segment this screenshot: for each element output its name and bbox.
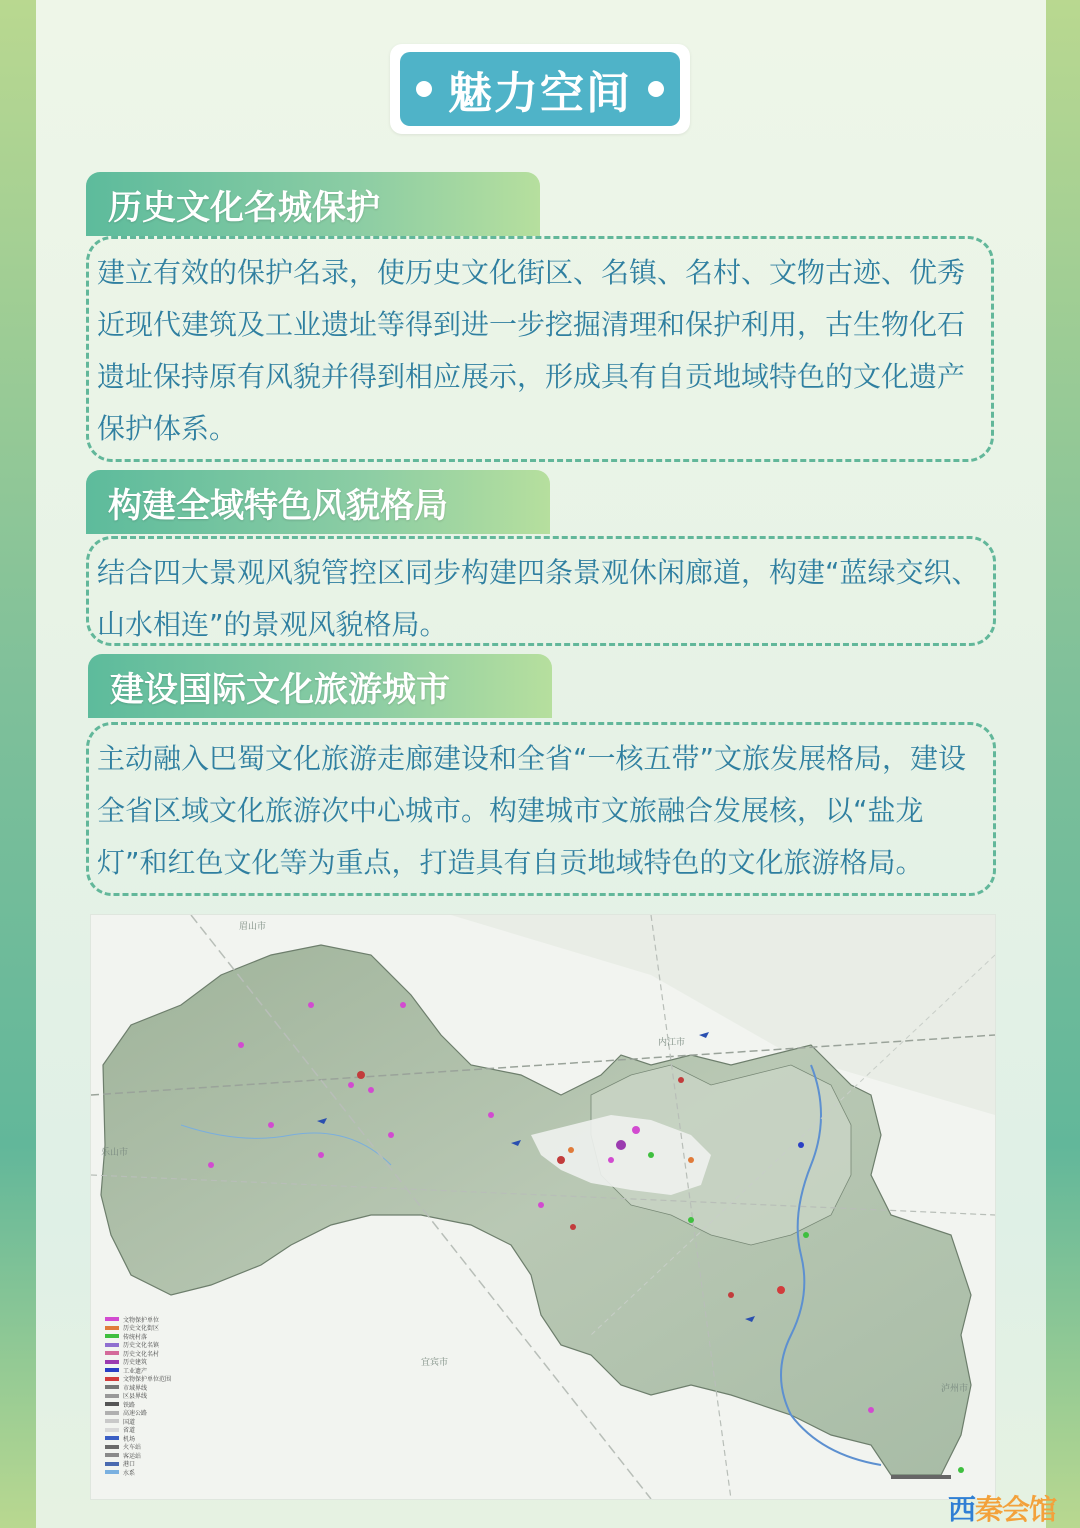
left-border [0, 0, 36, 1528]
legend-label: 机场 [123, 1435, 136, 1443]
city-label-luzhou: 泸州市 [941, 1384, 969, 1394]
page-title-pill [400, 52, 680, 126]
section-body-heritage: 建立有效的保护名录，使历史文化街区、名镇、名村、文物古迹、优秀近现代建筑及工业遗址等得到进一步挖掘清理和保护利用，古生物化石遗址保持原有风貌并得到相应展示，形成具有自贡地域特色的文化遗产保护体系。 [86, 236, 994, 462]
legend-item [105, 1366, 205, 1375]
legend-swatch [105, 1343, 119, 1347]
map-legend [105, 1315, 205, 1477]
legend-item [105, 1409, 205, 1418]
legend-item [105, 1417, 205, 1426]
legend-item [105, 1332, 205, 1341]
heritage-protection-map [90, 914, 996, 1500]
legend-item [105, 1358, 205, 1367]
legend-label: 历史文化名村 [123, 1350, 160, 1358]
legend-label: 客运站 [123, 1452, 142, 1460]
legend-swatch [105, 1317, 119, 1321]
legend-swatch [105, 1445, 119, 1449]
legend-item [105, 1383, 205, 1392]
city-label-yibin: 宜宾市 [421, 1358, 449, 1368]
legend-swatch [105, 1394, 119, 1398]
map-graphic [91, 915, 995, 1499]
city-label-leshan: 乐山市 [101, 1148, 129, 1158]
legend-swatch [105, 1419, 119, 1423]
page-title: 魅力空间 [448, 68, 632, 119]
section-heading-tourism: 建设国际文化旅游城市 [88, 654, 552, 718]
legend-swatch [105, 1377, 119, 1381]
legend-label: 文物保护单位 [123, 1316, 160, 1324]
legend-label: 高速公路 [123, 1410, 148, 1418]
legend-swatch [105, 1385, 119, 1389]
legend-swatch [105, 1411, 119, 1415]
city-label-meishan: 眉山市 [239, 922, 267, 932]
legend-item [105, 1392, 205, 1401]
section-heading-heritage: 历史文化名城保护 [86, 172, 540, 236]
legend-label: 港口 [123, 1461, 136, 1469]
legend-item [105, 1426, 205, 1435]
right-border [1046, 0, 1080, 1528]
legend-item [105, 1341, 205, 1350]
legend-label: 国道 [123, 1418, 136, 1426]
legend-item [105, 1324, 205, 1333]
section-body-landscape: 结合四大景观风貌管控区同步构建四条景观休闲廊道，构建“蓝绿交织、山水相连”的景观风貌格局。 [86, 536, 996, 646]
legend-item [105, 1451, 205, 1460]
bullet-dot-icon [416, 81, 432, 97]
section-body-tourism: 主动融入巴蜀文化旅游走廊建设和全省“一核五带”文旅发展格局，建设全省区域文化旅游次中心城市。构建城市文旅融合发展核，以“盐龙灯”和红色文化等为重点，打造具有自贡地域特色的文化旅游格局。 [86, 722, 996, 896]
legend-label: 历史文化名镇 [123, 1342, 160, 1350]
legend-label: 水系 [123, 1469, 136, 1477]
legend-item [105, 1375, 205, 1384]
page-title-badge [390, 44, 690, 134]
legend-item [105, 1460, 205, 1469]
legend-swatch [105, 1326, 119, 1330]
section-heading-landscape: 构建全域特色风貌格局 [86, 470, 550, 534]
legend-label: 火车站 [123, 1444, 142, 1452]
legend-label: 工业遗产 [123, 1367, 148, 1375]
legend-item [105, 1315, 205, 1324]
city-label-neijiang: 内江市 [658, 1038, 686, 1048]
legend-label: 文物保护单位范围 [123, 1376, 172, 1384]
legend-swatch [105, 1428, 119, 1432]
watermark-part1: 西 [948, 1493, 976, 1526]
watermark-logo [948, 1488, 1056, 1528]
legend-swatch [105, 1453, 119, 1457]
legend-item [105, 1443, 205, 1452]
legend-swatch [105, 1368, 119, 1372]
legend-label: 历史文化街区 [123, 1325, 160, 1333]
legend-label: 区县界线 [123, 1393, 148, 1401]
legend-label: 省道 [123, 1427, 136, 1435]
legend-item [105, 1468, 205, 1477]
legend-swatch [105, 1334, 119, 1338]
legend-swatch [105, 1470, 119, 1474]
legend-swatch [105, 1402, 119, 1406]
legend-label: 历史建筑 [123, 1359, 148, 1367]
legend-label: 市域界线 [123, 1384, 148, 1392]
legend-swatch [105, 1351, 119, 1355]
legend-label: 铁路 [123, 1401, 136, 1409]
legend-swatch [105, 1436, 119, 1440]
legend-item [105, 1349, 205, 1358]
legend-swatch [105, 1360, 119, 1364]
legend-label: 传统村落 [123, 1333, 148, 1341]
legend-item [105, 1400, 205, 1409]
legend-item [105, 1434, 205, 1443]
watermark-part2: 秦会馆 [975, 1493, 1057, 1526]
legend-swatch [105, 1462, 119, 1466]
bullet-dot-icon [648, 81, 664, 97]
